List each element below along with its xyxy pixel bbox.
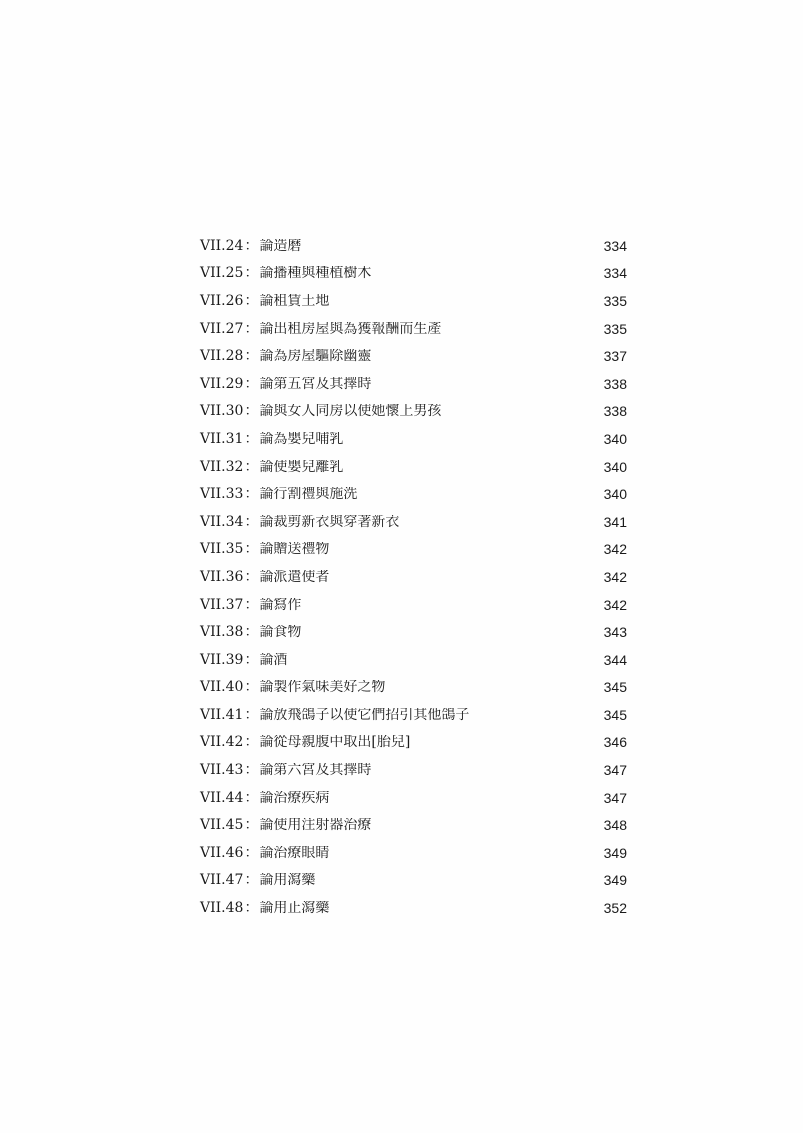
toc-entry-page-number: 345 bbox=[603, 706, 627, 723]
toc-entry-title: 論治療疾病 bbox=[259, 790, 330, 805]
toc-entry-separator: ： bbox=[244, 541, 259, 558]
toc-entry-separator: ： bbox=[244, 348, 259, 365]
toc-entry bbox=[200, 315, 627, 343]
toc-entry-id: VII.33 bbox=[200, 486, 244, 503]
toc-entry bbox=[200, 618, 627, 646]
toc-entry-title: 論酒 bbox=[259, 652, 288, 667]
toc-entry-page-number: 346 bbox=[603, 734, 627, 751]
toc-entry-title: 論派遣使者 bbox=[259, 569, 330, 584]
toc-entry-page-number: 334 bbox=[603, 237, 627, 254]
toc-entry-separator: ： bbox=[244, 734, 259, 751]
toc-entry-separator: ： bbox=[244, 872, 259, 889]
toc-entry-id: VII.24 bbox=[200, 237, 244, 254]
toc-entry-separator: ： bbox=[244, 817, 259, 834]
toc-entry bbox=[200, 839, 627, 867]
toc-entry-title: 論寫作 bbox=[259, 597, 302, 612]
toc-entry-page-number: 335 bbox=[603, 292, 627, 309]
toc-entry-separator: ： bbox=[244, 513, 259, 530]
toc-entry-separator: ： bbox=[244, 844, 259, 861]
toc-entry-separator: ： bbox=[244, 265, 259, 282]
toc-entry bbox=[200, 425, 627, 453]
toc-entry bbox=[200, 811, 627, 839]
toc-entry-title: 論製作氣味美好之物 bbox=[259, 680, 386, 695]
toc-entry-title: 論為房屋驅除幽靈 bbox=[259, 349, 372, 364]
toc-entry bbox=[200, 398, 627, 426]
toc-entry-separator: ： bbox=[244, 292, 259, 309]
toc-entry-page-number: 349 bbox=[603, 872, 627, 889]
toc-entry-id: VII.43 bbox=[200, 762, 244, 779]
toc-entry-separator: ： bbox=[244, 403, 259, 420]
toc-entry-separator: ： bbox=[244, 789, 259, 806]
toc-entry-id: VII.28 bbox=[200, 348, 244, 365]
toc-entry-title: 論行割禮與施洗 bbox=[259, 487, 358, 502]
toc-entry-page-number: 342 bbox=[603, 568, 627, 585]
toc-entry-page-number: 337 bbox=[603, 348, 627, 365]
toc-entry-title: 論第五宮及其擇時 bbox=[259, 376, 372, 391]
toc-entry-page-number: 344 bbox=[603, 651, 627, 668]
toc-entry-page-number: 342 bbox=[603, 541, 627, 558]
toc-entry-title: 論使用注射器治療 bbox=[259, 818, 372, 833]
toc-entry-separator: ： bbox=[244, 679, 259, 696]
toc-entry-page-number: 340 bbox=[603, 458, 627, 475]
toc-entry-id: VII.42 bbox=[200, 734, 244, 751]
toc-entry-page-number: 345 bbox=[603, 679, 627, 696]
toc-entry-id: VII.44 bbox=[200, 789, 244, 806]
toc-entry-separator: ： bbox=[244, 706, 259, 723]
toc-entry-separator: ： bbox=[244, 430, 259, 447]
toc-entry bbox=[200, 729, 627, 757]
toc-entry-page-number: 341 bbox=[603, 513, 627, 530]
toc-entry-id: VII.35 bbox=[200, 541, 244, 558]
toc-entry bbox=[200, 701, 627, 729]
toc-entry-id: VII.36 bbox=[200, 568, 244, 585]
toc-entry-title: 論使嬰兒離乳 bbox=[259, 459, 344, 474]
toc-entry-title: 論與女人同房以使她懷上男孩 bbox=[259, 404, 442, 419]
toc-entry-title: 論造磨 bbox=[259, 238, 302, 253]
toc-entry bbox=[200, 370, 627, 398]
toc-entry bbox=[200, 453, 627, 481]
toc-entry-id: VII.39 bbox=[200, 651, 244, 668]
toc-entry bbox=[200, 260, 627, 288]
toc-entry bbox=[200, 784, 627, 812]
toc-entry-separator: ： bbox=[244, 375, 259, 392]
toc-entry-id: VII.26 bbox=[200, 292, 244, 309]
toc-entry-id: VII.34 bbox=[200, 513, 244, 530]
toc-entry-id: VII.47 bbox=[200, 872, 244, 889]
toc-entry bbox=[200, 287, 627, 315]
toc-entry-page-number: 349 bbox=[603, 844, 627, 861]
toc-entry bbox=[200, 563, 627, 591]
toc-entry-separator: ： bbox=[244, 486, 259, 503]
toc-entry-separator: ： bbox=[244, 596, 259, 613]
toc-entry-id: VII.38 bbox=[200, 624, 244, 641]
toc-entry-separator: ： bbox=[244, 762, 259, 779]
toc-entry bbox=[200, 508, 627, 536]
toc-entry-page-number: 340 bbox=[603, 430, 627, 447]
toc-entry-separator: ： bbox=[244, 320, 259, 337]
toc-entry-separator: ： bbox=[244, 237, 259, 254]
toc-entry-id: VII.32 bbox=[200, 458, 244, 475]
toc-entry bbox=[200, 756, 627, 784]
toc-entry bbox=[200, 480, 627, 508]
toc-entry-id: VII.41 bbox=[200, 706, 244, 723]
toc-entry bbox=[200, 232, 627, 260]
toc-entry-page-number: 340 bbox=[603, 486, 627, 503]
toc-entry-separator: ： bbox=[244, 568, 259, 585]
toc-entry bbox=[200, 867, 627, 895]
toc-entry-separator: ： bbox=[244, 458, 259, 475]
toc-entry-page-number: 347 bbox=[603, 762, 627, 779]
toc-entry-title: 論贈送禮物 bbox=[259, 542, 330, 557]
toc-entry-title: 論從母親腹中取出[胎兒] bbox=[259, 735, 411, 750]
toc-entry-id: VII.46 bbox=[200, 844, 244, 861]
toc-entry-separator: ： bbox=[244, 624, 259, 641]
toc-entry-id: VII.48 bbox=[200, 900, 244, 917]
toc-entry-title: 論用止瀉藥 bbox=[259, 901, 330, 916]
toc-entry bbox=[200, 342, 627, 370]
toc-entry-page-number: 335 bbox=[603, 320, 627, 337]
toc-entry-separator: ： bbox=[244, 651, 259, 668]
toc-entry-title: 論裁剪新衣與穿著新衣 bbox=[259, 514, 400, 529]
toc-entry-title: 論租賃土地 bbox=[259, 293, 330, 308]
toc-entry-separator: ： bbox=[244, 900, 259, 917]
toc-entry-title: 論出租房屋與為獲報酬而生產 bbox=[259, 321, 442, 336]
toc-entry-id: VII.30 bbox=[200, 403, 244, 420]
toc-entry-page-number: 342 bbox=[603, 596, 627, 613]
toc-entry-title: 論第六宮及其擇時 bbox=[259, 763, 372, 778]
toc-entry bbox=[200, 646, 627, 674]
toc-entry-id: VII.27 bbox=[200, 320, 244, 337]
toc-entry-id: VII.45 bbox=[200, 817, 244, 834]
toc-entry-id: VII.31 bbox=[200, 430, 244, 447]
toc-entry-id: VII.25 bbox=[200, 265, 244, 282]
toc-entry-id: VII.40 bbox=[200, 679, 244, 696]
toc-entry-title: 論放飛鴿子以使它們招引其他鴿子 bbox=[259, 707, 470, 722]
toc-entry-title: 論播種與種植樹木 bbox=[259, 266, 372, 281]
toc-entry-id: VII.29 bbox=[200, 375, 244, 392]
toc-entry-title: 論治療眼睛 bbox=[259, 845, 330, 860]
toc-entry-page-number: 348 bbox=[603, 817, 627, 834]
toc-entry bbox=[200, 894, 627, 922]
toc-entry-id: VII.37 bbox=[200, 596, 244, 613]
toc-entry-title: 論為嬰兒哺乳 bbox=[259, 431, 344, 446]
toc-entry-page-number: 347 bbox=[603, 789, 627, 806]
toc-entry-page-number: 338 bbox=[603, 403, 627, 420]
table-of-contents bbox=[200, 232, 627, 922]
toc-entry-title: 論用瀉藥 bbox=[259, 873, 316, 888]
toc-entry-page-number: 352 bbox=[603, 900, 627, 917]
toc-entry-page-number: 334 bbox=[603, 265, 627, 282]
toc-entry-page-number: 338 bbox=[603, 375, 627, 392]
toc-entry-title: 論食物 bbox=[259, 625, 302, 640]
toc-entry bbox=[200, 591, 627, 619]
toc-entry-page-number: 343 bbox=[603, 624, 627, 641]
toc-entry bbox=[200, 536, 627, 564]
toc-entry bbox=[200, 674, 627, 702]
